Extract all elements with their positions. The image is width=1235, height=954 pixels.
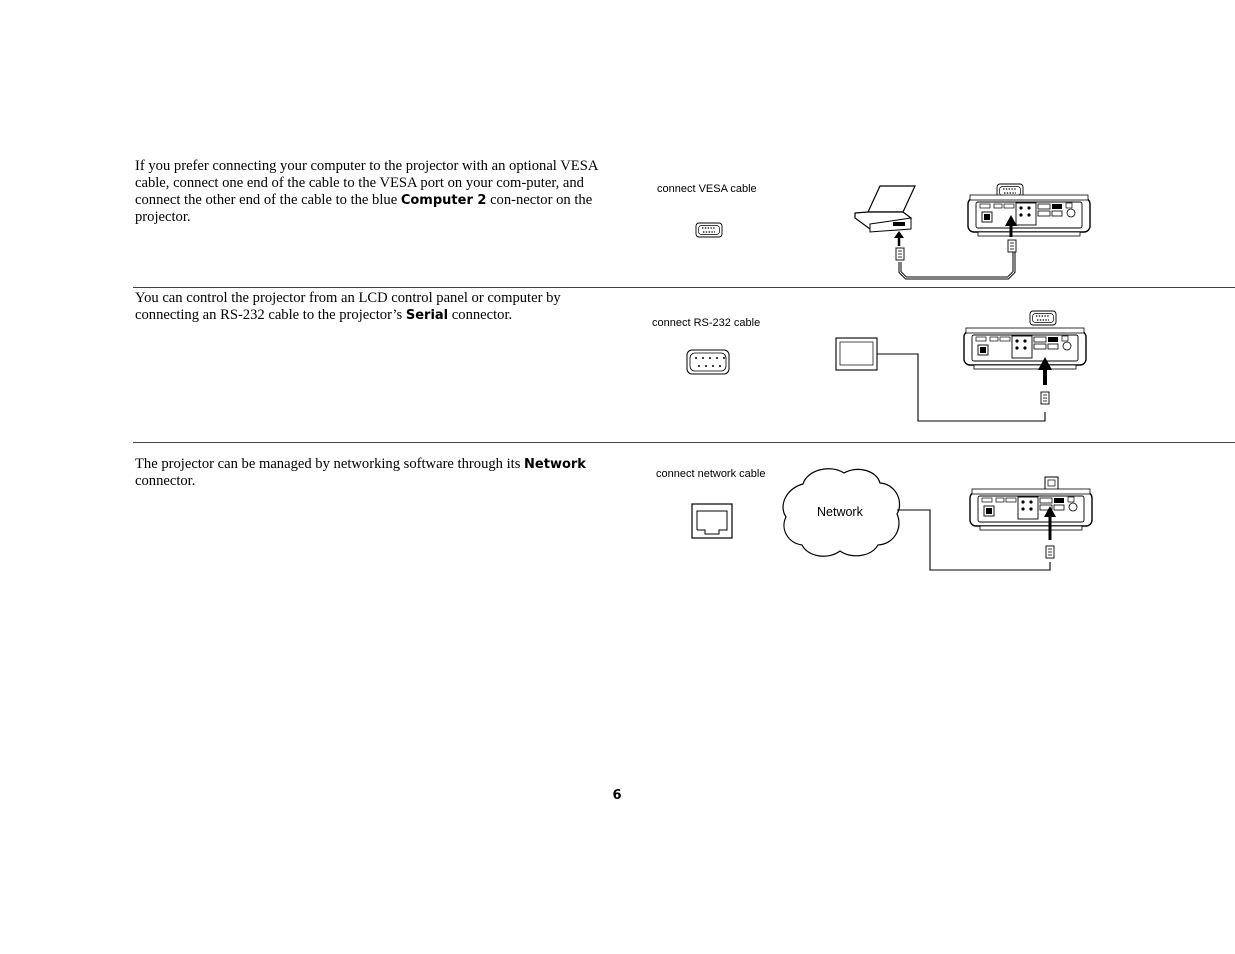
projector-icon-3 — [970, 489, 1092, 530]
network-cloud-label: Network — [817, 505, 863, 519]
projector-icon-1 — [968, 195, 1090, 236]
control-panel-icon — [836, 338, 877, 370]
vesa-caption: connect VESA cable — [657, 183, 757, 195]
network-text-b: connector. — [135, 473, 196, 489]
rs232-caption: connect RS-232 cable — [652, 317, 761, 329]
serial-text-b: connector. — [448, 307, 513, 323]
serial-text-a: You can control the projector from an LCD control panel or computer by connecting an RS-232 cable to the projector’s — [135, 290, 561, 323]
vesa-cable — [896, 240, 1016, 278]
network-text-a: The projector can be managed by networking software through its — [135, 456, 525, 472]
network-caption: connect network cable — [656, 468, 766, 480]
projector-icon-2 — [964, 328, 1086, 369]
page-number: 6 — [612, 788, 622, 803]
network-bold: Network — [524, 457, 586, 472]
vesa-text-b: con-nector on the projector. — [135, 192, 593, 225]
computer2-bold: Computer 2 — [400, 193, 487, 208]
vesa-text-a: If you prefer connecting your computer to the projector with an optional VESA cable, connect one end of the cable to the VESA port on your com-puter, and connect the other end of the cable to the blue — [135, 158, 598, 208]
vesa-connector-icon — [696, 223, 722, 237]
serial-port-icon — [1030, 311, 1056, 325]
network-connector-icon — [692, 504, 732, 538]
serial-bold: Serial — [405, 308, 449, 323]
network-port-icon — [1045, 477, 1058, 490]
laptop-icon — [855, 186, 915, 232]
rs232-connector-icon — [687, 350, 729, 374]
